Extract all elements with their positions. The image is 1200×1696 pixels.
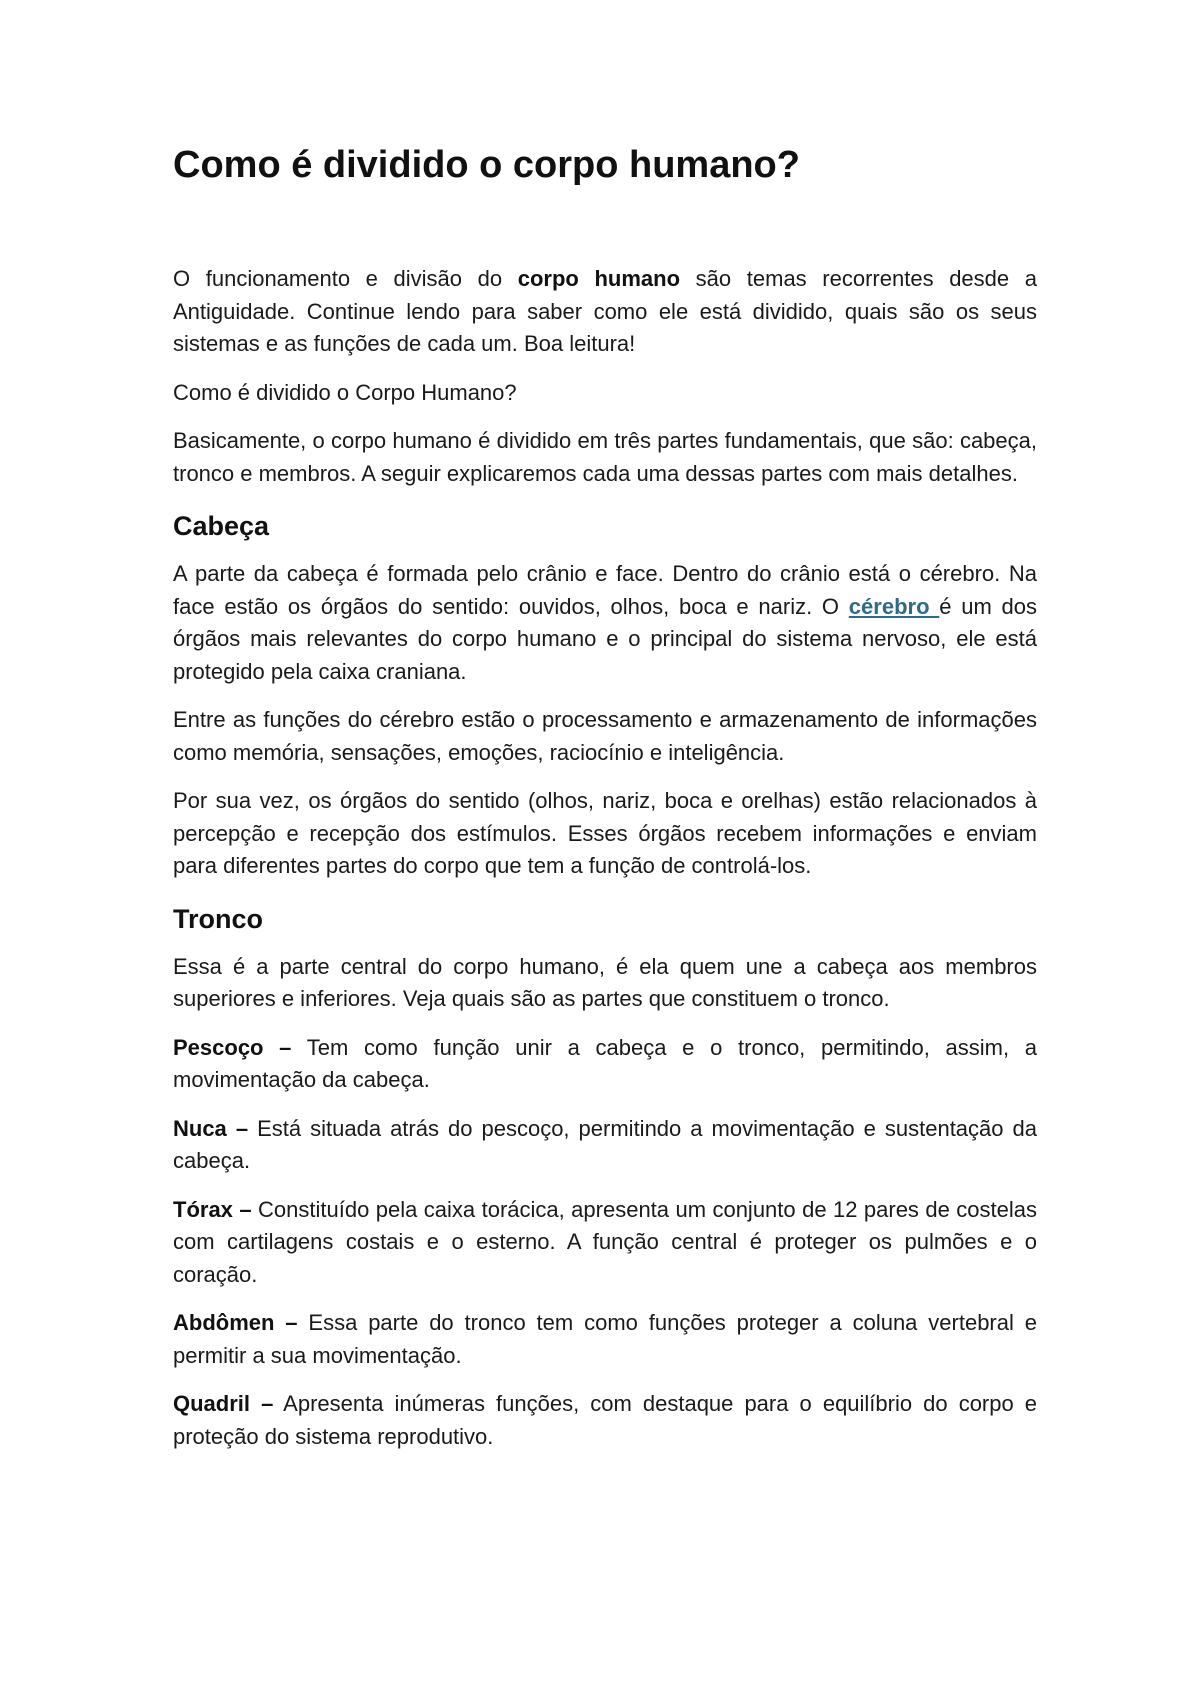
- part-term: Quadril –: [173, 1391, 274, 1416]
- part-text: Está situada atrás do pescoço, permitindo a movimentação e sustentação da cabeça.: [173, 1115, 1037, 1173]
- part-text: Essa parte do tronco tem como funções proteger a coluna vertebral e permitir a sua movimentação.: [173, 1310, 1037, 1368]
- intro-text-after: são temas recorrentes desde a Antiguidade. Continue lendo para saber como ele está dividido, quais são os seus sistemas e as funções de cada um. Boa leitura!: [173, 266, 1037, 356]
- cabeca-paragraph-1: [173, 558, 1037, 688]
- tronco-part-abdomen: [173, 1307, 1037, 1372]
- intro-text-before: O funcionamento e divisão do: [173, 266, 518, 291]
- part-term: Pescoço –: [173, 1034, 292, 1060]
- tronco-part-torax: [173, 1194, 1037, 1292]
- cerebro-link[interactable]: cérebro: [848, 593, 940, 619]
- cabeca-p1-after: é um dos órgãos mais relevantes do corpo humano e o principal do sistema nervoso, ele está protegido pela caixa craniana.: [173, 593, 1037, 684]
- page-title: Como é dividido o corpo humano?: [173, 144, 800, 186]
- section-heading-tronco: Tronco: [173, 903, 264, 934]
- question-paragraph: Como é dividido o Corpo Humano?: [173, 379, 517, 405]
- cabeca-paragraph-2: Entre as funções do cérebro estão o processamento e armazenamento de informações como memória, sensações, emoções, raciocínio e inteligência.: [173, 707, 1037, 765]
- overview-paragraph: Basicamente, o corpo humano é dividido em três partes fundamentais, que são: cabeça, tronco e membros. A seguir explicaremos cada uma dessas partes com mais detalhes.: [173, 428, 1037, 486]
- tronco-part-quadril: [173, 1388, 1037, 1453]
- tronco-part-nuca: [173, 1113, 1037, 1178]
- intro-bold-term: corpo humano: [517, 266, 681, 291]
- part-text: Tem como função unir a cabeça e o tronco, permitindo, assim, a movimentação da cabeça.: [173, 1034, 1038, 1092]
- part-term: Tórax –: [173, 1196, 252, 1222]
- part-text: Apresenta inúmeras funções, com destaque para o equilíbrio do corpo e proteção do sistema reprodutivo.: [173, 1391, 1038, 1449]
- tronco-part-pescoco: [173, 1032, 1037, 1097]
- part-text: Constituído pela caixa torácica, apresenta um conjunto de 12 pares de costelas com cartilagens costais e o esterno. A função central é proteger os pulmões e o coração.: [173, 1196, 1037, 1287]
- part-term: Nuca –: [173, 1115, 249, 1141]
- intro-paragraph: [173, 263, 1037, 361]
- section-heading-cabeca: Cabeça: [173, 511, 270, 541]
- part-term: Abdômen –: [173, 1310, 298, 1335]
- tronco-intro-paragraph: Essa é a parte central do corpo humano, é ela quem une a cabeça aos membros superiores e inferiores. Veja quais são as partes que constituem o tronco.: [173, 953, 1037, 1011]
- cabeca-paragraph-3: Por sua vez, os órgãos do sentido (olhos, nariz, boca e orelhas) estão relacionados à percepção e recepção dos estímulos. Esses órgãos recebem informações e enviam para diferentes partes do corpo que tem a função de controlá-los.: [173, 788, 1037, 878]
- cabeca-p1-before: A parte da cabeça é formada pelo crânio e face. Dentro do crânio está o cérebro. Na face estão os órgãos do sentido: ouvidos, olhos, boca e nariz. O: [173, 561, 1037, 619]
- document-content: [173, 140, 1037, 1469]
